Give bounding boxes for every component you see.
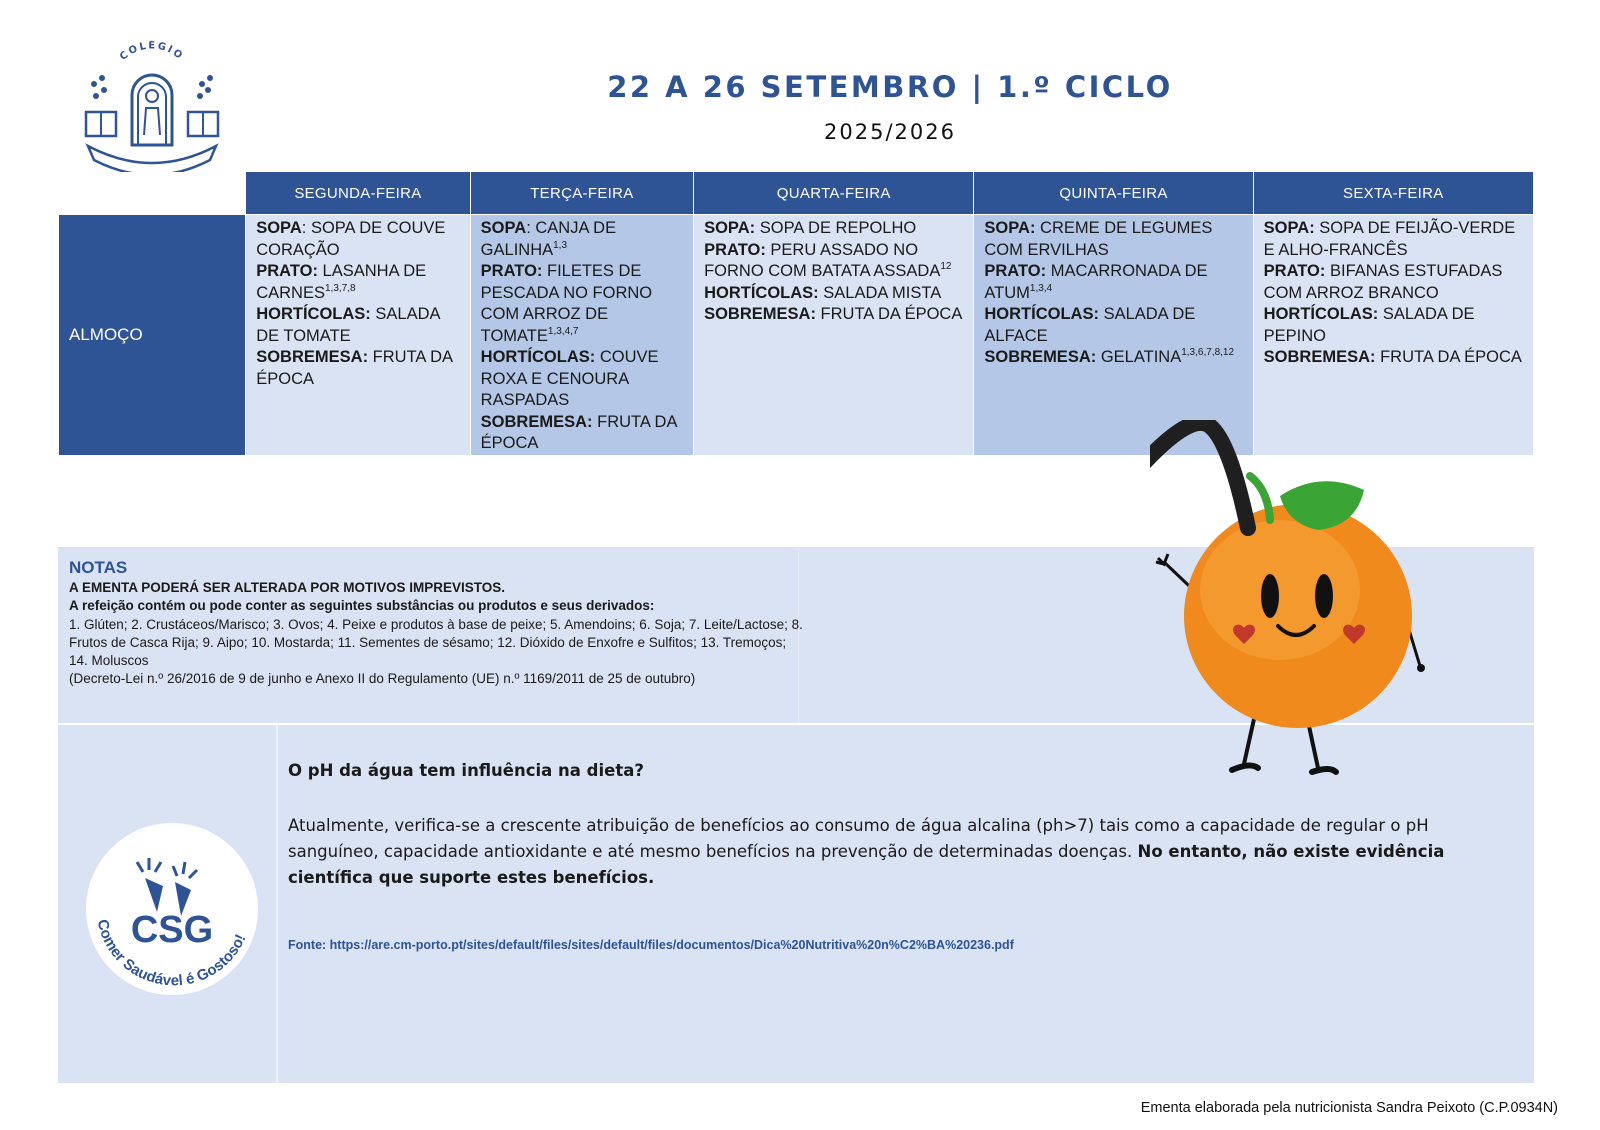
- notes-allergen-intro: A refeição contém ou pode conter as seguintes substâncias ou produtos e seus derivados:: [69, 598, 655, 613]
- day-menu-cell: SOPA: CREME DE LEGUMES COM ERVILHAS PRATO: MACARRONADA DE ATUM$^{1,3,4}$ HORTÍCOLAS: SALADA DE ALFACE SOBREMESA: GELATINA$^{1,3,6,7,8,12}$: [974, 215, 1253, 456]
- logo-top-text: COLÉGIO: [118, 40, 186, 63]
- school-year: 2025/2026: [824, 120, 956, 144]
- page-title: 22 A 26 SETEMBRO | 1.º CICLO: [607, 70, 1173, 104]
- table-corner: [59, 172, 246, 215]
- menu-table: [58, 171, 1534, 456]
- day-menu-cell: SOPA: SOPA DE REPOLHO PRATO: PERU ASSADO NO FORNO COM BATATA ASSADA$^{12}$ HORTÍCOLAS: SALADA MISTA SOBREMESA: FRUTA DA ÉPOCA: [694, 215, 974, 456]
- notes-allergen-list: 1. Glúten; 2. Crustáceos/Marisco; 3. Ovos; 4. Peixe e produtos à base de peixe; 5. Amendoins; 6. Soja; 7. Leite/Lactose; 8. Frutos de Casca Rija; 9. Aipo; 10. Mostarda; 11. Sementes de sésamo; 12. Dióxido de Enxofre e Sulfitos; 13. Tremoços; 14. Moluscos: [69, 617, 803, 668]
- day-header: SEXTA-FEIRA: [1253, 172, 1533, 215]
- day-header: TERÇA-FEIRA: [470, 172, 693, 215]
- csg-badge-logo: [83, 820, 261, 998]
- table-row-almoco: [59, 215, 1534, 456]
- orange-mascot-illustration: [1150, 420, 1490, 810]
- tip-source-link[interactable]: Fonte: https://are.cm-porto.pt/sites/default/files/sites/default/files/documentos/Dica%20Nutritiva%20n%C2%BA%20236.pdf: [288, 938, 1014, 952]
- svg-text:COLÉGIO: [118, 40, 186, 63]
- day-header: QUARTA-FEIRA: [694, 172, 974, 215]
- row-label-almoco: ALMOÇO: [59, 215, 246, 456]
- badge-slogan: Comer Saudável é Gostoso!: [93, 917, 250, 990]
- notes-title: NOTAS: [69, 558, 128, 577]
- tip-body-bold: No entanto, não existe evidência científica que suporte estes benefícios.: [288, 842, 1445, 887]
- badge-text: CSG: [130, 909, 214, 951]
- day-menu-cell: SOPA: SOPA DE FEIJÃO-VERDE E ALHO-FRANCÊS PRATO: BIFANAS ESTUFADAS COM ARROZ BRANCO HORTÍCOLAS: SALADA DE PEPINO SOBREMESA: FRUTA DA ÉPOCA: [1253, 215, 1533, 456]
- footer-credit: Ementa elaborada pela nutricionista Sandra Peixoto (C.P.0934N): [1140, 1100, 1558, 1116]
- table-header-row: [59, 172, 1534, 215]
- notes-warning: A EMENTA PODERÁ SER ALTERADA POR MOTIVOS IMPREVISTOS.: [69, 580, 506, 595]
- colegio-logo: [74, 40, 230, 180]
- day-header: SEGUNDA-FEIRA: [246, 172, 470, 215]
- divider: [276, 725, 278, 1083]
- tip-body-text: Atualmente, verifica-se a crescente atribuição de benefícios ao consumo de água alcalina (ph>7) tais como a capacidade de regular o pH sanguíneo, capacidade antioxidante e até mesmo benefícios na prevenção de determinadas doenças.: [288, 816, 1429, 861]
- tip-body: [288, 813, 1478, 891]
- day-menu-cell: SOPA: SOPA DE COUVE CORAÇÃO PRATO: LASANHA DE CARNES$^{1,3,7,8}$ HORTÍCOLAS: SALADA DE TOMATE SOBREMESA: FRUTA DA ÉPOCA: [246, 215, 470, 456]
- notes-legal-reference: (Decreto-Lei n.º 26/2016 de 9 de junho e Anexo II do Regulamento (UE) n.º 1169/2011 de 25 de outubro): [69, 671, 696, 686]
- tip-question: O pH da água tem influência na dieta?: [288, 761, 644, 780]
- day-menu-cell: SOPA: CANJA DE GALINHA$^{1,3}$ PRATO: FILETES DE PESCADA NO FORNO COM ARROZ DE TOMATE$^{1,3,4,7}$ HORTÍCOLAS: COUVE ROXA E CENOURA RASPADAS SOBREMESA: FRUTA DA ÉPOCA: [470, 215, 693, 456]
- day-header: QUINTA-FEIRA: [974, 172, 1253, 215]
